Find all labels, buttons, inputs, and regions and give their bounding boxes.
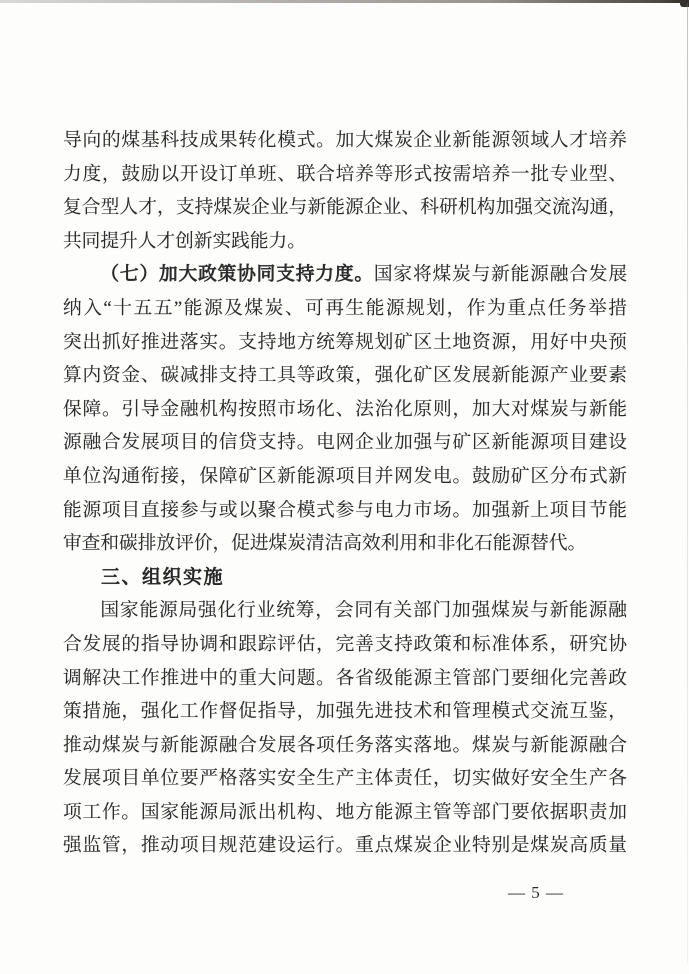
body-line: 共同提升人才创新实践能力。 <box>63 230 306 252</box>
section-heading: 三、组织实施 <box>101 566 225 588</box>
body-line: 突出抓好推进落实。支持地方统筹规划矿区土地资源，用好中央预 <box>63 331 627 353</box>
body-line <box>63 258 627 292</box>
body-line: 复合型人才，支持煤炭企业与新能源企业、科研机构加强交流沟通， <box>63 197 627 219</box>
body-line: 项工作。国家能源局派出机构、地方能源主管等部门要依据职责加 <box>63 801 627 823</box>
document-body <box>63 124 627 863</box>
body-line: 算内资金、碳减排支持工具等政策，强化矿区发展新能源产业要素 <box>63 365 627 387</box>
item-seven-lead-rest: 国家将煤炭与新能源融合发展 <box>373 264 628 286</box>
body-line: 策措施，强化工作督促指导，加强先进技术和管理模式交流互鉴， <box>63 701 627 723</box>
body-line: 强监管，推动项目规范建设运行。重点煤炭企业特别是煤炭高质量 <box>63 835 627 857</box>
body-line: 导向的煤基科技成果转化模式。加大煤炭企业新能源领域人才培养 <box>63 130 627 151</box>
page-number: — 5 — <box>508 883 564 902</box>
body-line: 保障。引导金融机构按照市场化、法治化原则，加大对煤炭与新能 <box>63 398 627 420</box>
body-line: 纳入“十五五”能源及煤炭、可再生能源规划，作为重点任务举措 <box>63 297 627 319</box>
body-line: 力度，鼓励以开设订单班、联合培养等形式按需培养一批专业型、 <box>63 163 627 185</box>
body-line: 调解决工作推进中的重大问题。各省级能源主管部门要细化完善政 <box>63 667 627 689</box>
body-line: 发展项目单位要严格落实安全生产主体责任，切实做好安全生产各 <box>63 768 627 790</box>
body-line: 国家能源局强化行业统筹，会同有关部门加强煤炭与新能源融 <box>100 600 627 622</box>
body-line: 审查和碳排放评价，促进煤炭清洁高效利用和非化石能源替代。 <box>63 533 587 555</box>
item-seven-lead: （七）加大政策协同支持力度。 <box>100 264 374 286</box>
body-line: 能源项目直接参与或以聚合模式参与电力市场。加强新上项目节能 <box>63 499 627 521</box>
body-line: 推动煤炭与新能源融合发展各项任务落实落地。煤炭与新能源融合 <box>63 734 627 756</box>
body-line: 单位沟通衔接，保障矿区新能源项目并网发电。鼓励矿区分布式新 <box>63 465 627 487</box>
scan-edge-right <box>687 3 688 963</box>
scan-edge-top <box>0 0 689 3</box>
body-line: 源融合发展项目的信贷支持。电网企业加强与矿区新能源项目建设 <box>63 432 627 454</box>
body-line: 合发展的指导协调和跟踪评估，完善支持政策和标准体系，研究协 <box>63 633 627 655</box>
